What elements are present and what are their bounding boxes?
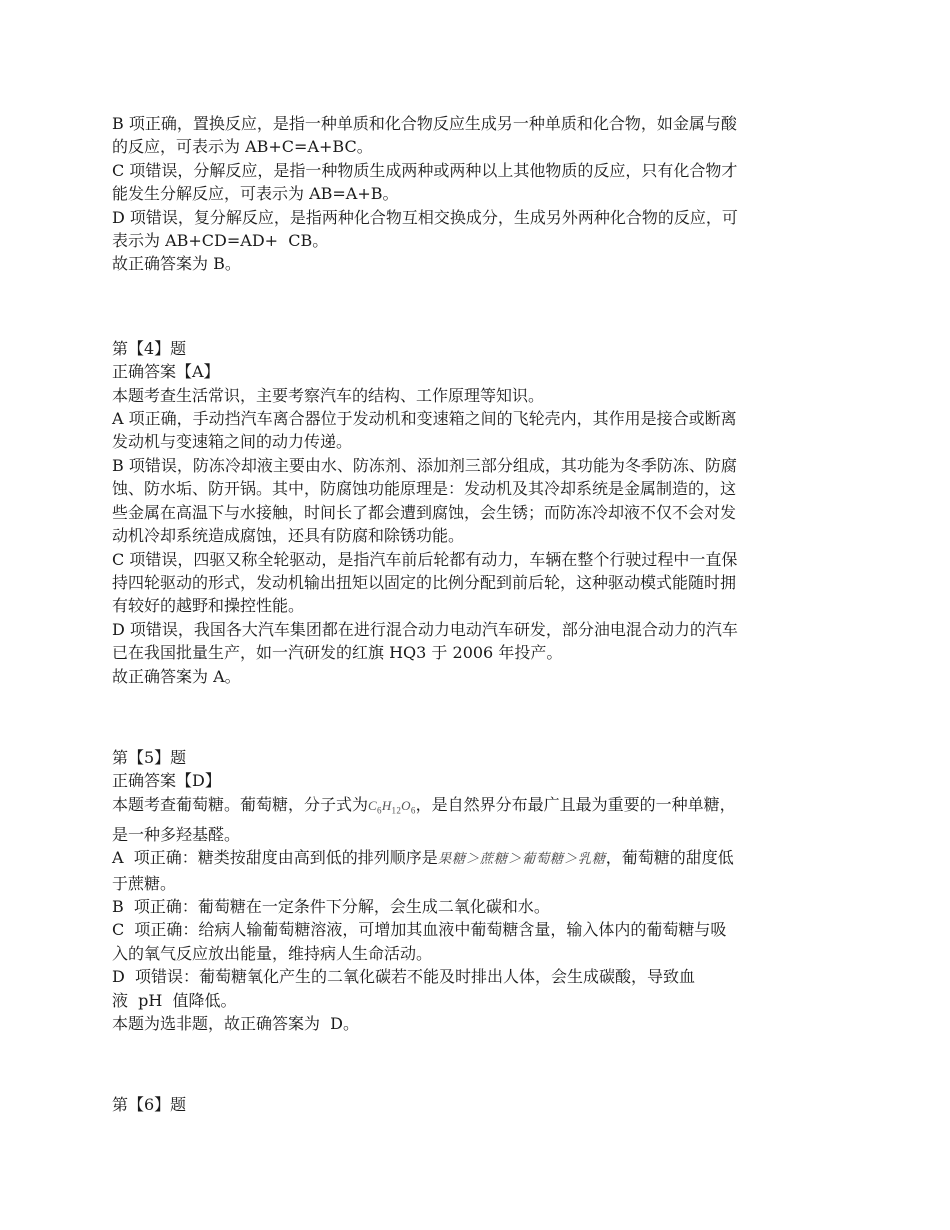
question-5 bbox=[112, 746, 842, 1035]
text-line: 故正确答案为 B。 bbox=[112, 254, 241, 274]
sweetness-order-image: 果糖＞蔗糖＞葡萄糖＞乳糖 bbox=[437, 851, 606, 868]
question-6 bbox=[112, 1093, 842, 1116]
text-fragment: ，葡萄糖的甜度低 bbox=[605, 848, 734, 868]
text-line: 持四轮驱动的形式，发动机输出扭矩以固定的比例分配到前后轮，这种驱动模式能随时拥 bbox=[112, 572, 737, 592]
text-line: 些金属在高温下与水接触，时间长了都会遭到腐蚀，会生锈；而防冻冷却液不仅不会对发 bbox=[112, 502, 737, 522]
text-line: 故正确答案为 A。 bbox=[112, 666, 241, 686]
text-line: 本题考查生活常识，主要考察汽车的结构、工作原理等知识。 bbox=[112, 385, 545, 405]
text-line: D 项错误，复分解反应，是指两种化合物互相交换成分，生成另外两种化合物的反应，可 bbox=[112, 207, 738, 227]
text-line: B 项错误，防冻冷却液主要由水、防冻剂、添加剂三部分组成，其功能为冬季防冻、防腐 bbox=[112, 455, 737, 475]
text-line: 发动机与变速箱之间的动力传递。 bbox=[112, 432, 353, 452]
q3-explanation bbox=[112, 112, 842, 276]
text-line: 于蔗糖。 bbox=[112, 873, 177, 893]
text-line: C 项错误，分解反应，是指一种物质生成两种或两种以上其他物质的反应，只有化合物才 bbox=[112, 160, 738, 180]
text-line: B 项正确，置换反应，是指一种单质和化合物反应生成另一种单质和化合物，如金属与酸 bbox=[112, 114, 737, 133]
text-line: 入的氧气反应放出能量，维持病人生命活动。 bbox=[112, 943, 433, 963]
text-fragment: A 项正确：糖类按甜度由高到低的排列顺序是 bbox=[112, 848, 438, 868]
correct-answer: 正确答案【A】 bbox=[112, 362, 220, 382]
text-line bbox=[112, 793, 842, 823]
text-line: A 项正确，手动挡汽车离合器位于发动机和变速箱之间的飞轮壳内，其作用是接合或断离 bbox=[112, 409, 737, 429]
text-line: B 项正确：葡萄糖在一定条件下分解，会生成二氧化碳和水。 bbox=[112, 896, 550, 916]
question-title: 第【5】题 bbox=[112, 747, 187, 767]
question-4 bbox=[112, 337, 842, 688]
question-title: 第【4】题 bbox=[112, 338, 187, 358]
text-line: 本题为选非题，故正确答案为 D。 bbox=[112, 1014, 360, 1033]
glucose-formula: $C_6H_{12}O_6$ bbox=[368, 797, 416, 816]
text-line: 已在我国批量生产，如一汽研发的红旗 HQ3 于 2006 年投产。 bbox=[112, 643, 563, 663]
text-line: 是一种多羟基醛。 bbox=[112, 824, 241, 844]
correct-answer: 正确答案【D】 bbox=[112, 771, 221, 791]
text-line bbox=[112, 846, 842, 871]
text-line: 表示为 AB+CD=AD+ CB。 bbox=[112, 231, 329, 251]
text-line: 能发生分解反应，可表示为 AB=A+B。 bbox=[112, 184, 399, 204]
text-line: 有较好的越野和操控性能。 bbox=[112, 596, 305, 616]
text-line: C 项错误，四驱又称全轮驱动，是指汽车前后轮都有动力，车辆在整个行驶过程中一直保 bbox=[112, 549, 738, 569]
question-title: 第【6】题 bbox=[112, 1095, 187, 1115]
text-line: C 项正确：给病人输葡萄糖溶液，可增加其血液中葡萄糖含量，输入体内的葡萄糖与吸 bbox=[112, 920, 727, 940]
text-line: 蚀、防水垢、防开锅。其中，防腐蚀功能原理是：发动机及其冷却系统是金属制造的，这 bbox=[112, 479, 737, 499]
text-line: D 项错误：葡萄糖氧化产生的二氧化碳若不能及时排出人体，会生成碳酸，导致血 bbox=[112, 967, 696, 987]
text-fragment: ，是自然界分布最广且最为重要的一种单糖， bbox=[415, 794, 736, 814]
answer-document bbox=[112, 112, 842, 1117]
text-line: 的反应，可表示为 AB+C=A+BC。 bbox=[112, 137, 373, 157]
text-fragment: 本题考查葡萄糖。葡萄糖，分子式为 bbox=[112, 794, 369, 814]
text-line: D 项错误，我国各大汽车集团都在进行混合动力电动汽车研发，部分油电混合动力的汽车 bbox=[112, 619, 738, 639]
text-line: 液 pH 值降低。 bbox=[112, 990, 237, 1010]
text-line: 动机冷却系统造成腐蚀，还具有防腐和除锈功能。 bbox=[112, 526, 465, 546]
